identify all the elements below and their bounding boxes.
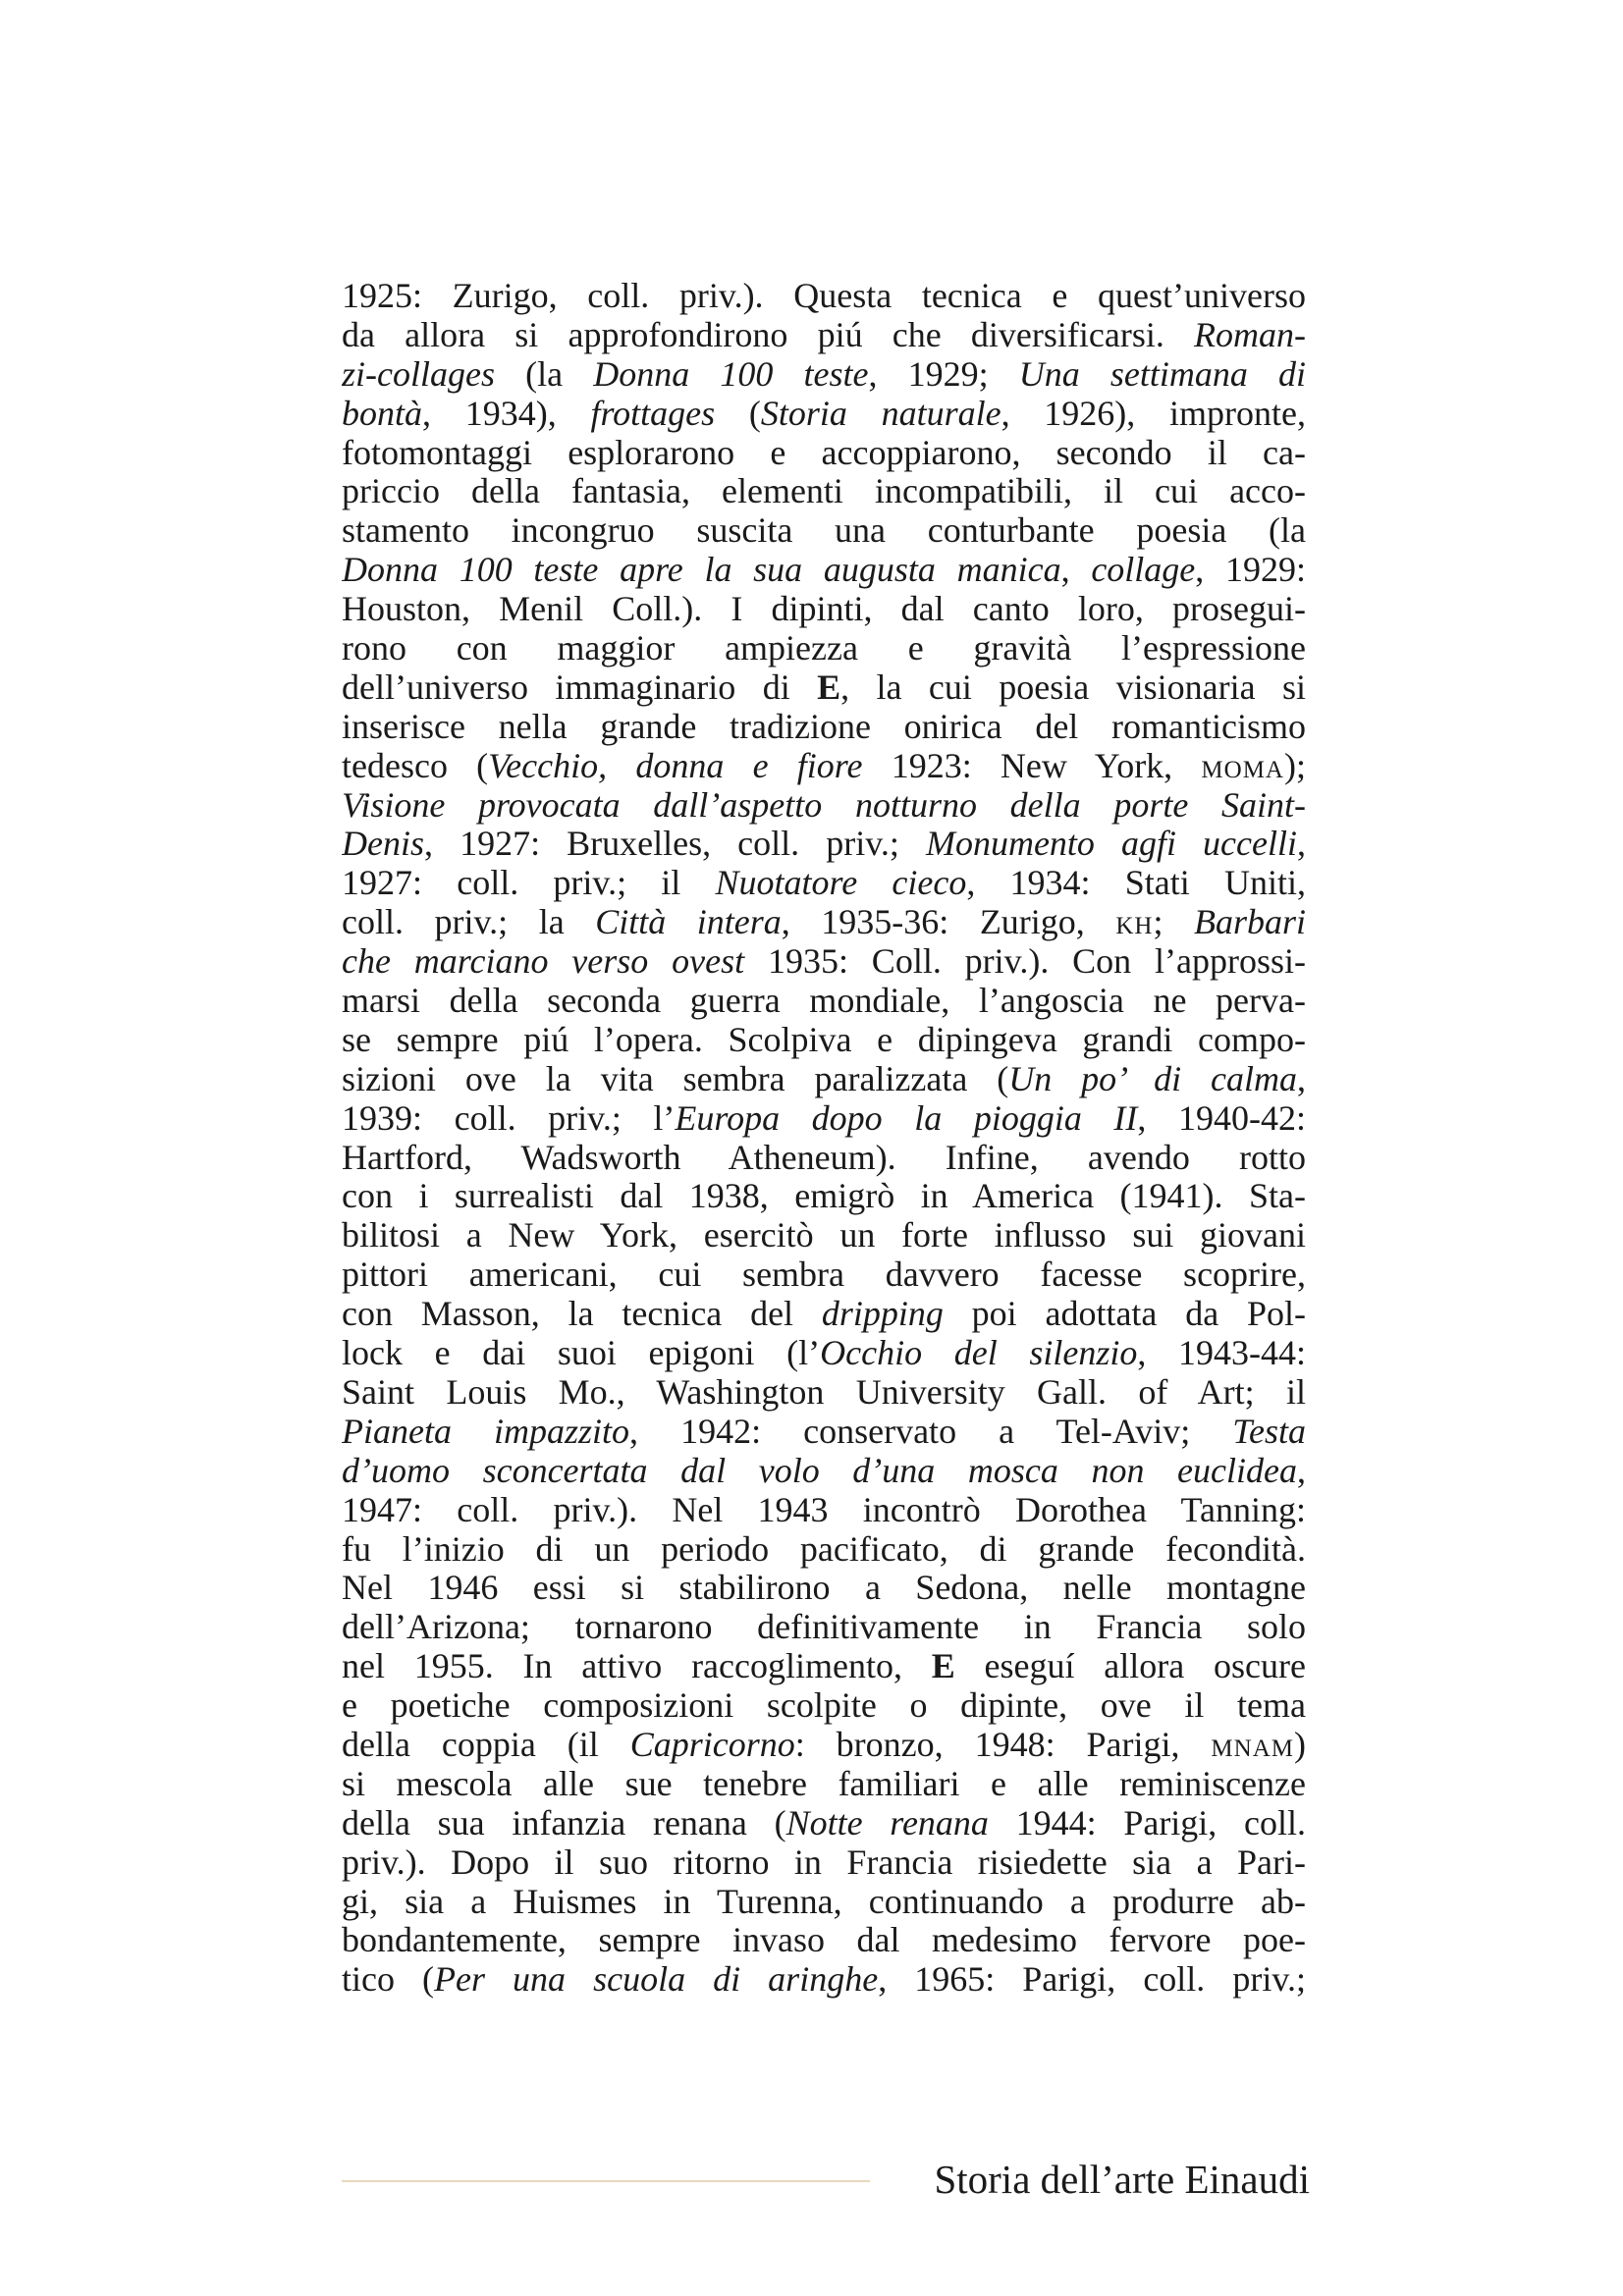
- text-run: ;: [1153, 903, 1194, 942]
- italic-title: che marciano verso ovest: [342, 942, 745, 982]
- text-line: [342, 1608, 1306, 1647]
- italic-title: Capricorno: [629, 1725, 795, 1764]
- italic-title: Visione provocata dall’aspetto notturno della porte Saint-: [342, 785, 1306, 825]
- italic-title: Una settimana di: [1018, 354, 1306, 394]
- text-line: [342, 395, 1306, 434]
- text-run: 1944: Parigi, coll.: [988, 1803, 1306, 1842]
- italic-title: d’uomo sconcertata dal volo d’una mosca non euclidea: [342, 1451, 1297, 1490]
- text-line: [342, 942, 1306, 982]
- text-run: Nel 1946 essi si stabilirono a Sedona, nelle montagne: [342, 1569, 1306, 1608]
- text-line: [342, 1765, 1306, 1804]
- text-run: priv.). Dopo il suo ritorno in Francia risiedette sia a Pari-: [342, 1842, 1306, 1882]
- text-run: rono con maggior ampiezza e gravità l’espressione: [342, 629, 1306, 668]
- text-run: e poetiche composizioni scolpite o dipinte, ove il tema: [342, 1686, 1306, 1726]
- text-run: 1925: Zurigo, coll. priv.). Questa tecnica e quest’universo: [342, 277, 1306, 315]
- italic-title: collage: [1091, 551, 1196, 590]
- text-line: [342, 355, 1306, 395]
- text-line: [342, 590, 1306, 629]
- italic-title: Città intera: [595, 903, 782, 942]
- italic-title: Notte renana: [785, 1803, 989, 1842]
- italic-title: Occhio del silenzio: [820, 1334, 1138, 1373]
- text-line: [342, 1530, 1306, 1570]
- text-run: priccio della fantasia, elementi incompatibili, il cui acco-: [342, 472, 1306, 511]
- text-run: bilitosi a New York, esercitò un forte influsso sui giovani: [342, 1216, 1306, 1255]
- small-caps-abbreviation: moma: [1201, 746, 1284, 785]
- text-run: ,: [1297, 1059, 1306, 1098]
- italic-title: Un po’ di calma: [1008, 1059, 1297, 1098]
- text-line: [342, 1295, 1306, 1334]
- italic-title: Barbari: [1193, 903, 1306, 942]
- text-run: con Masson, la tecnica del: [342, 1295, 822, 1334]
- text-run: , 1940-42:: [1137, 1098, 1306, 1138]
- italic-title: dripping: [821, 1295, 944, 1334]
- text-run: coll. priv.; la: [342, 903, 596, 942]
- text-run: , 1927: Bruxelles, coll. priv.;: [424, 825, 926, 864]
- italic-title: bontà: [342, 394, 423, 433]
- footer-rule: [342, 2180, 870, 2182]
- italic-title: Storia naturale: [760, 394, 1001, 433]
- text-run: 1939: coll. priv.; l’: [342, 1098, 676, 1138]
- text-line: [342, 1373, 1306, 1413]
- text-run: lock e dai suoi epigoni (l’: [342, 1334, 821, 1373]
- italic-title: Roman-: [1194, 315, 1306, 354]
- text-line: [342, 1255, 1306, 1295]
- small-caps-abbreviation: mnam: [1211, 1725, 1294, 1764]
- text-line: [342, 1686, 1306, 1726]
- text-run: poi adottata da Pol-: [943, 1295, 1306, 1334]
- text-run: Saint Louis Mo., Washington University Gall. of Art; il: [342, 1372, 1306, 1412]
- text-line: [342, 472, 1306, 511]
- text-run: da allora si approfondirono piú che diversificarsi.: [342, 315, 1195, 354]
- italic-title: Vecchio, donna e fiore: [488, 746, 863, 785]
- bold-abbreviation: E: [817, 667, 841, 707]
- text-line: [342, 1960, 1306, 2000]
- text-line: [342, 1139, 1306, 1178]
- text-run: eseguí allora oscure: [954, 1647, 1306, 1686]
- text-line: [342, 1569, 1306, 1608]
- text-run: nel 1955. In attivo raccoglimento,: [342, 1647, 932, 1686]
- text-run: dell’universo immaginario di: [342, 667, 818, 707]
- text-run: 1947: coll. priv.). Nel 1943 incontrò Dorothea Tanning:: [342, 1490, 1306, 1529]
- text-run: , 1934),: [422, 394, 591, 433]
- text-line: [342, 1021, 1306, 1060]
- text-run: della sua infanzia renana (: [342, 1803, 786, 1842]
- italic-title: frottages: [590, 394, 716, 433]
- text-run: ): [1294, 1725, 1306, 1764]
- text-run: , la cui poesia visionaria si: [840, 667, 1306, 707]
- text-line: [342, 903, 1306, 942]
- text-run: 1923: New York,: [862, 746, 1202, 785]
- text-run: : bronzo, 1948: Parigi,: [794, 1725, 1212, 1764]
- text-line: [342, 708, 1306, 747]
- text-run: , 1965: Parigi, coll. priv.;: [878, 1960, 1306, 2000]
- text-run: fu l’inizio di un periodo pacificato, di grande fecondità.: [342, 1529, 1306, 1569]
- text-run: (: [715, 394, 761, 433]
- body-text: [342, 277, 1306, 2000]
- text-run: pittori americani, cui sembra davvero facesse scoprire,: [342, 1255, 1306, 1295]
- text-line: [342, 1413, 1306, 1452]
- text-run: Houston, Menil Coll.). I dipinti, dal canto loro, prosegui-: [342, 590, 1306, 629]
- text-run: fotomontaggi esplorarono e accoppiarono, secondo il ca-: [342, 433, 1306, 472]
- italic-title: Donna 100 teste: [593, 354, 869, 394]
- text-run: marsi della seconda guerra mondiale, l’angoscia ne perva-: [342, 982, 1306, 1021]
- text-line: [342, 511, 1306, 551]
- italic-title: Nuotatore cieco: [715, 864, 967, 903]
- text-run: , 1943-44:: [1137, 1334, 1306, 1373]
- text-run: tedesco (: [342, 746, 489, 785]
- italic-title: Per una scuola di aringhe: [434, 1960, 879, 2000]
- text-run: 1935: Coll. priv.). Con l’approssi-: [744, 942, 1306, 982]
- text-line: [342, 864, 1306, 903]
- text-line: [342, 1060, 1306, 1099]
- text-line: [342, 1921, 1306, 1960]
- footer-title: Storia dell’arte Einaudi: [934, 2157, 1310, 2202]
- text-line: [342, 1883, 1306, 1922]
- bold-abbreviation: E: [931, 1647, 955, 1686]
- text-run: 1927: coll. priv.; il: [342, 864, 716, 903]
- text-line: [342, 982, 1306, 1021]
- italic-title: Testa: [1232, 1412, 1306, 1451]
- text-run: tico (: [342, 1960, 435, 2000]
- italic-title: Denis: [342, 825, 424, 864]
- text-line: [342, 1216, 1306, 1255]
- text-run: si mescola alle sue tenebre familiari e alle reminiscenze: [342, 1764, 1306, 1803]
- text-run: se sempre piú l’opera. Scolpiva e dipingeva grandi compo-: [342, 1020, 1306, 1059]
- text-line: [342, 1099, 1306, 1139]
- text-run: sizioni ove la vita sembra paralizzata (: [342, 1059, 1009, 1098]
- text-line: [342, 1647, 1306, 1686]
- text-run: stamento incongruo suscita una conturbante poesia (la: [342, 511, 1306, 551]
- text-run: con i surrealisti dal 1938, emigrò in America (1941). Sta-: [342, 1177, 1306, 1216]
- text-line: [342, 551, 1306, 590]
- text-run: ,: [1297, 825, 1306, 864]
- text-run: , 1926), impronte,: [1001, 394, 1306, 433]
- text-line: [342, 1491, 1306, 1530]
- italic-title: zi-collages: [342, 354, 495, 394]
- text-line: [342, 1177, 1306, 1216]
- text-line: [342, 1726, 1306, 1765]
- text-run: , 1934: Stati Uniti,: [966, 864, 1306, 903]
- text-run: , 1935-36: Zurigo,: [781, 903, 1116, 942]
- text-run: inserisce nella grande tradizione onirica del romanticismo: [342, 707, 1306, 746]
- text-line: [342, 825, 1306, 864]
- text-run: );: [1284, 746, 1306, 785]
- text-run: , 1929;: [868, 354, 1019, 394]
- italic-title: Monumento agfi uccelli: [925, 825, 1297, 864]
- text-run: dell’Arizona; tornarono definitivamente in Francia solo: [342, 1608, 1306, 1647]
- text-line: [342, 434, 1306, 473]
- text-line: [342, 316, 1306, 355]
- text-run: della coppia (il: [342, 1725, 630, 1764]
- text-line: [342, 1452, 1306, 1491]
- text-run: (la: [494, 354, 594, 394]
- small-caps-abbreviation: kh: [1115, 903, 1154, 942]
- text-run: Hartford, Wadsworth Atheneum). Infine, avendo rotto: [342, 1138, 1306, 1177]
- text-run: ,: [1297, 1451, 1306, 1490]
- italic-title: Europa dopo la pioggia II: [675, 1098, 1138, 1138]
- text-run: bondantemente, sempre invaso dal medesimo fervore poe-: [342, 1921, 1306, 1960]
- text-line: [342, 1843, 1306, 1883]
- text-line: [342, 747, 1306, 786]
- text-line: [342, 786, 1306, 826]
- text-line: [342, 277, 1306, 316]
- text-line: [342, 1334, 1306, 1373]
- text-line: [342, 629, 1306, 668]
- text-run: gi, sia a Huismes in Turenna, continuando a produrre ab-: [342, 1882, 1306, 1921]
- text-run: , 1929:: [1195, 551, 1306, 590]
- text-run: ,: [1060, 551, 1092, 590]
- text-run: , 1942: conservato a Tel-Aviv;: [629, 1412, 1233, 1451]
- italic-title: Donna 100 teste apre la sua augusta manica: [342, 551, 1061, 590]
- text-line: [342, 668, 1306, 708]
- text-line: [342, 1804, 1306, 1843]
- italic-title: Pianeta impazzito: [342, 1412, 630, 1451]
